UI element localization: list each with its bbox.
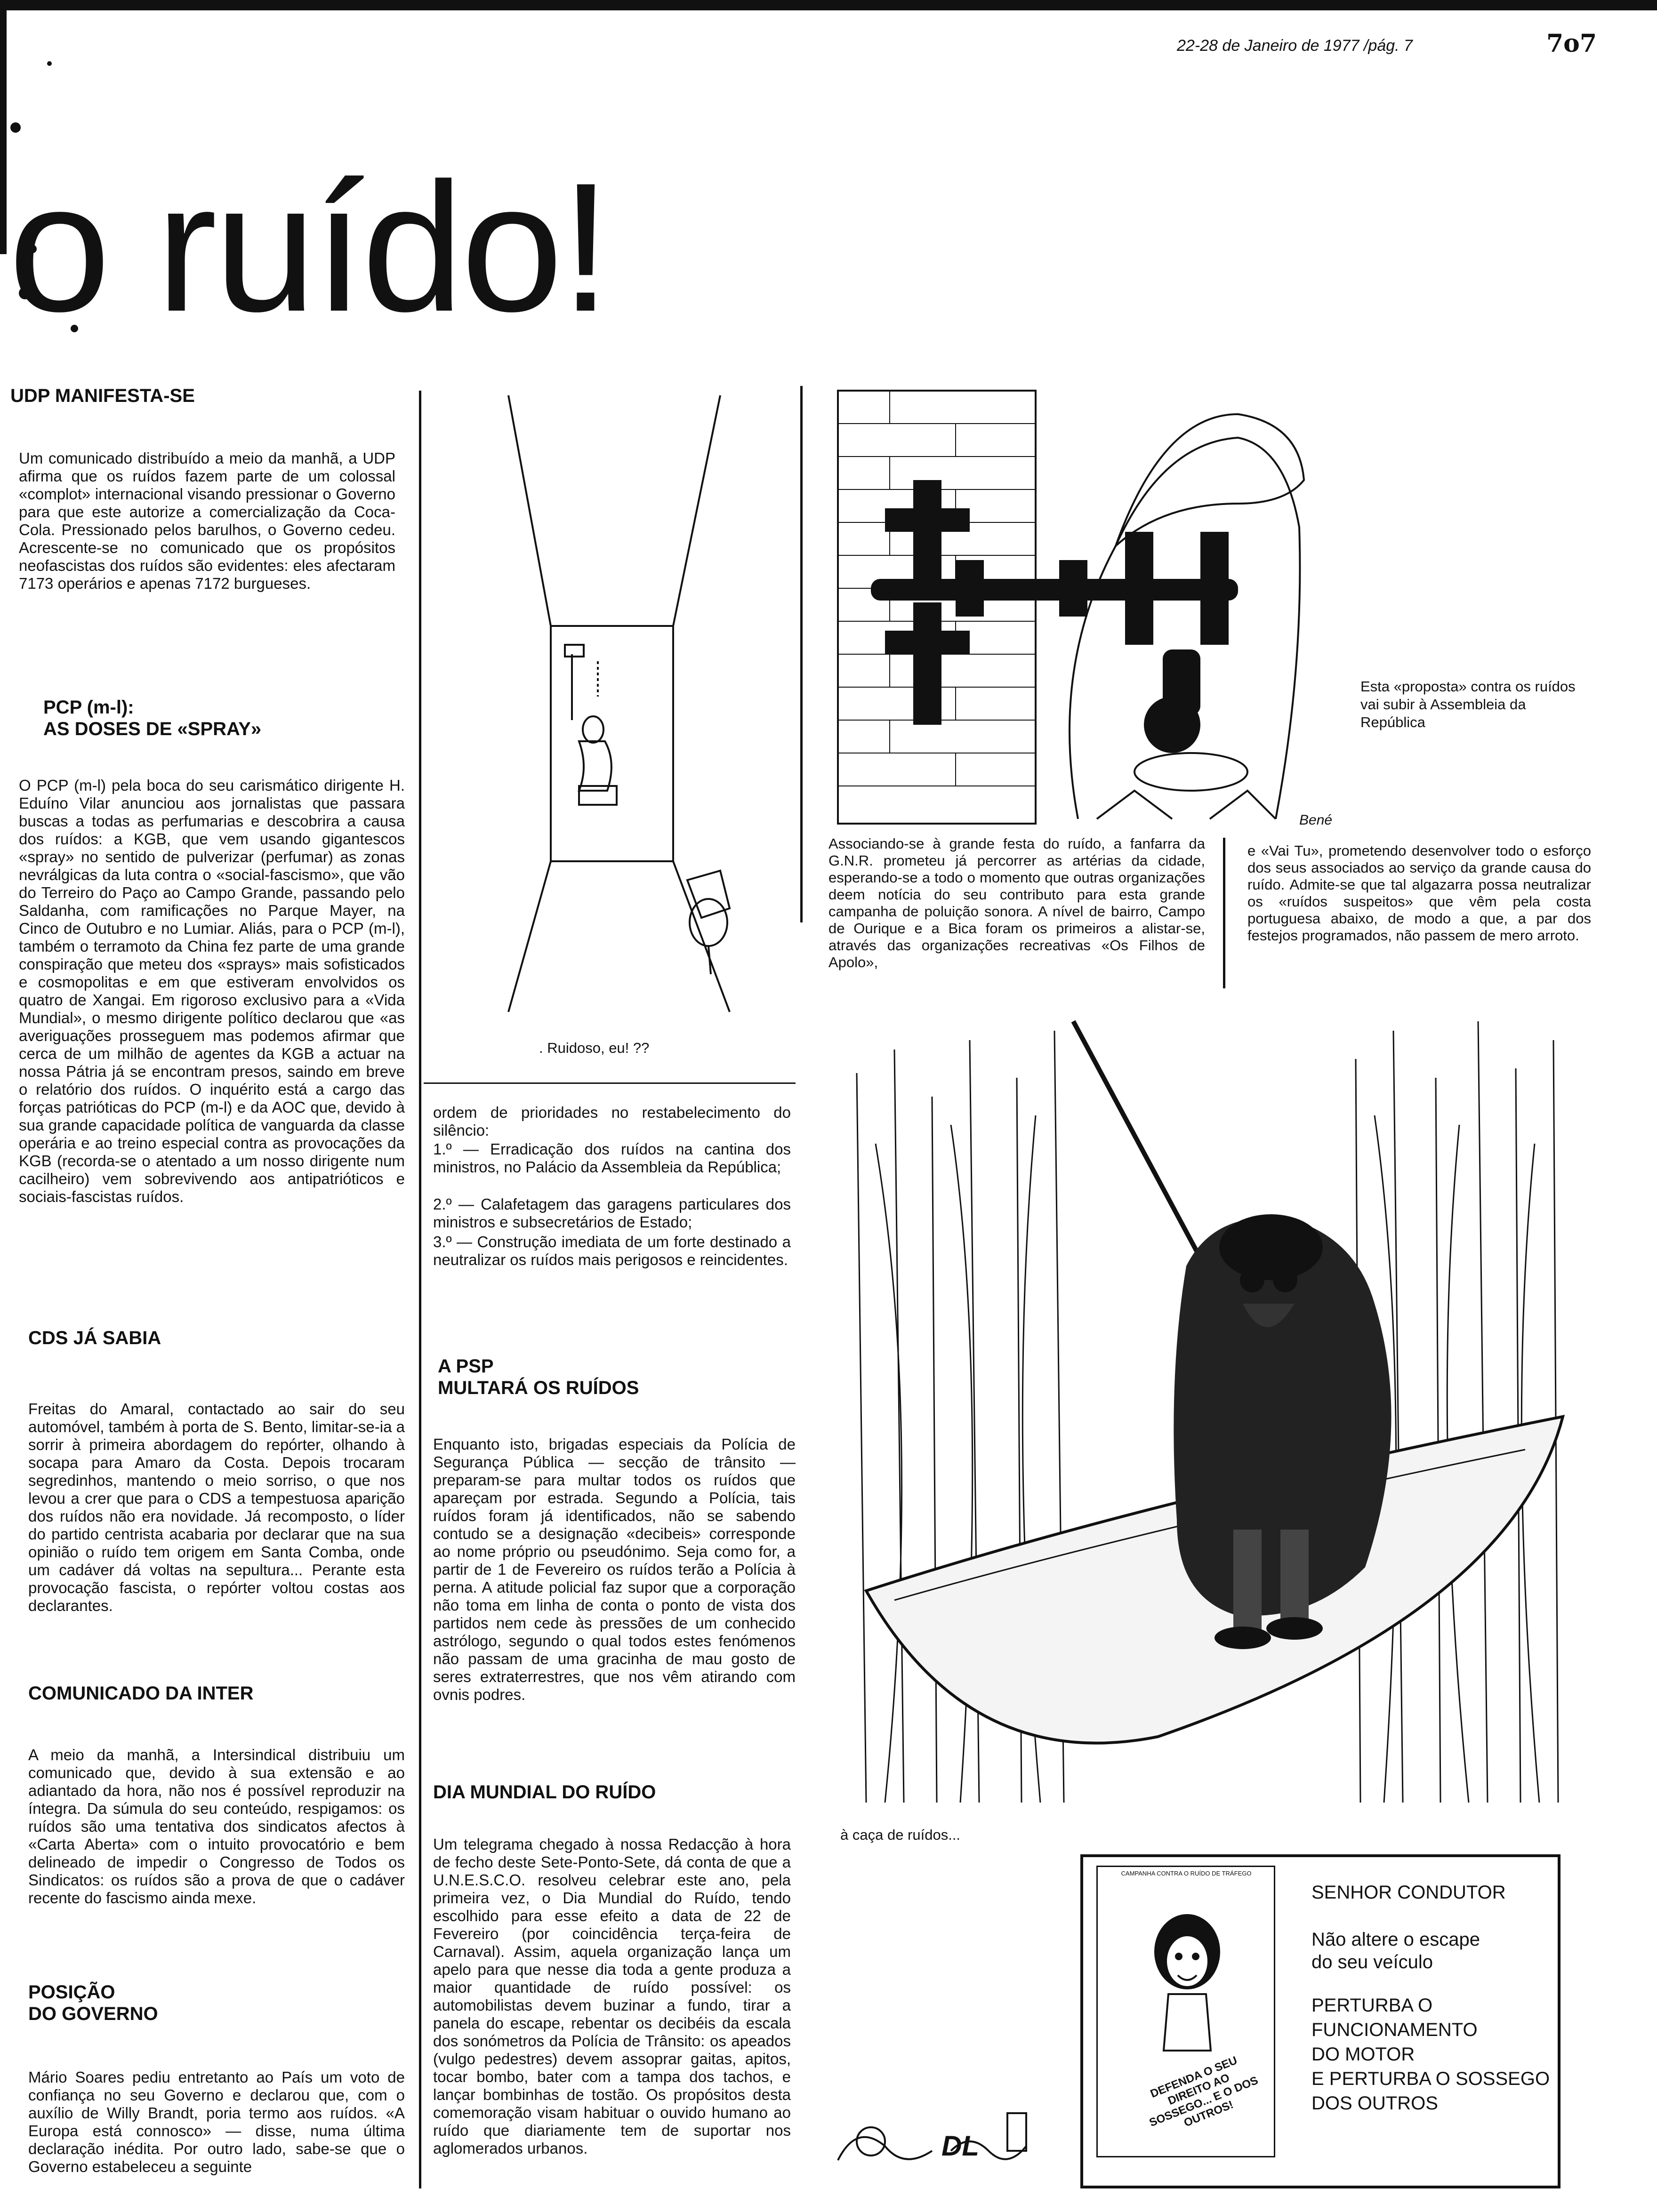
section-body-psp: Enquanto isto, brigadas especiais da Polícia de Segurança Pública — secção de trânsito — preparam-se para multar todos os ruídos que apareçam por estrada. Segundo a Polícia, tais ruídos foram já identificados, não se sabendo contudo se a designação «decibeis» corresponde ao nome próprio ou pseudónimo. Seja como for, a partir de 1 de Fevereiro os ruídos terão a Polícia à perna. A atitude policial faz supor que a corporação não toma em linha de conta o ponto de vista dos partidos nem cede às pressões de um conhecido astrólogo, segundo o qual todos estes fenómenos não passam de uma gracinha de mau gosto de seres extraterrestres, que nos vêm atirando com ovnis podres. — [433, 1435, 796, 1703]
ad-line-3b: FUNCIONAMENTO — [1311, 2020, 1478, 2040]
festa-column-1: Associando-se à grande festa do ruído, a fanfarra da G.N.R. prometeu já percorrer as artérias da cidade, esperando-se a todo o momento que outras organizações deem notícia do seu contributo para esta grande campanha de poluição sonora. A nível de bairro, Campo de Ourique e a Bica foram os primeiros a alistar-se, através das organizações recreativas «Os Filhos de Apolo», — [828, 835, 1205, 970]
section-body-udp: Um comunicado distribuído a meio da manhã, a UDP afirma que os ruídos fazem parte de um colossal «complot» internacional visando pressionar o Governo para que este autorize a comercialização da Coca-Cola. Pressionado pelos barulhos, o Governo cedeu. Acrescente-se no comunicado que os propósitos neofascistas dos ruídos são evidentes: eles afectaram 7173 operários e apenas 7172 burgueses. — [19, 449, 395, 592]
prioridades-item-2: 2.º — Calafetagem das garagens particulares dos ministros e subsecretários de Estado; — [433, 1195, 791, 1231]
caption-hunter: à caça de ruídos... — [840, 1827, 961, 1843]
dateline: 22-28 de Janeiro de 1977 /pág. 7 — [1177, 37, 1413, 55]
dl-signature: DL — [941, 2130, 979, 2162]
section-body-governo: Mário Soares pediu entretanto ao País um voto de confiança no seu Governo e declarou que, com o auxílio de Willy Brandt, poria termo aos ruídos. «A Europa está connosco» — disse, numa última declaração inédita. Por outro lado, sabe-se que o Governo estabeleceu a seguinte — [28, 2068, 405, 2175]
section-title-cds: CDS JÁ SABIA — [28, 1328, 161, 1348]
section-body-cds: Freitas do Amaral, contactado ao sair do seu automóvel, também à porta de S. Bento, limitar-se-ia a sorrir à primeira abordagem do repórter, olhando à socapa para Amaro da Costa. Depois trocaram segredinhos, mantendo o meio sorriso, o que nos levou a crer que para o CDS a tempestuosa aparição dos ruídos não era novidade. Já recomposto, o líder do partido centrista acabaria por declarar que na sua opinião o ruído tem origem em Santa Comba, onde um cadáver dá voltas na sepultura... Perante esta provocação fascista, o repórter voltou costas aos declarantes. — [28, 1400, 405, 1614]
section-body-dia-mundial: Um telegrama chegado à nossa Redacção à hora de fecho deste Sete-Ponto-Sete, dá conta de que a U.N.E.S.C.O. resolveu celebrar este ano, pela primeira vez, o Dia Mundial do Ruído, tendo escolhido para esse efeito a data de 22 de Fevereiro (por coincidência terça-feira de Carnaval). Assim, aquela organização lança um apelo para que nesse dia toda a gente produza a maior quantidade de ruído possível: os automobilistas devem buzinar a fundo, tirar a panela do escape, rebentar os decibéis da escala dos sonómetros da Polícia de Trânsito: os apeados (vulgo pedestres) devem assoprar gaitas, apitos, tocar bombo, bater com a tampa dos tachos, e lançar bombinhas de tostão. Os propósitos desta comemoração visam habituar o ouvido humano ao ruído que diariamente tem de suportar nos aglomerados urbanos. — [433, 1835, 791, 2157]
column-rule-1 — [419, 391, 421, 2188]
section-title-pcp-2: AS DOSES DE «SPRAY» — [43, 719, 262, 739]
section-title-inter: COMUNICADO DA INTER — [28, 1683, 254, 1704]
hunter-boat-illustration — [828, 1002, 1582, 1826]
ad-poster — [1096, 1866, 1275, 2157]
padlock-signature: Bené — [1299, 812, 1333, 828]
ad-line-3d: E PERTURBA O SOSSEGO — [1311, 2068, 1550, 2089]
section-title-psp-2: MULTARÁ OS RUÍDOS — [438, 1378, 639, 1398]
caption-padlock: Esta «proposta» contra os ruídos vai subir à Assembleia da República — [1360, 678, 1576, 730]
ink-speck — [10, 122, 21, 133]
section-title-dia-mundial: DIA MUNDIAL DO RUÍDO — [433, 1782, 656, 1803]
ad-line-2a: Não altere o escape — [1311, 1929, 1480, 1950]
ink-speck — [47, 61, 52, 66]
padlock-face-illustration — [833, 386, 1351, 828]
section-body-inter: A meio da manhã, a Intersindical distribuiu um comunicado que, devido à sua extensão e ao adiantado da hora, não nos é possível reproduzir na íntegra. Da súmula do seu conteúdo, respigamos: os ruídos são uma tentativa dos sindicatos afectos à «Carta Aberta» com o intuito provocatório e bem delineado de impedir o Congresso de Todos os Sindicatos: os ruídos são a prova de que o cadáver recente do fascismo ainda mexe. — [28, 1746, 405, 1907]
festa-column-2: e «Vai Tu», prometendo desenvolver todo o esforço dos seus associados ao serviço da grande causa do ruído. Admite-se que tal algazarra possa neutralizar os «ruídos suspeitos» que vêm pela costa portuguesa abaixo, de modo a que, a par dos festejos programados, não passem de mero arroto. — [1247, 842, 1591, 944]
ad-line-3c: DO MOTOR — [1311, 2044, 1415, 2065]
poster-face-icon — [1140, 1909, 1234, 2065]
prioridades-intro: ordem de prioridades no restabelecimento do silêncio: — [433, 1104, 791, 1139]
left-border — [0, 0, 7, 254]
ad-line-1: SENHOR CONDUTOR — [1311, 1882, 1506, 1903]
section-body-pcp: O PCP (m-l) pela boca do seu carismático dirigente H. Eduíno Vilar anunciou aos jornalistas que passara buscas a todas as perfumarias e descobrira a causa dos ruídos: a KGB, que vem usando gigantescos «spray» no sentido de pulverizar (perfumar) as zonas nevrálgicas da luta contra o «social-fascismo», que vão do Terreiro do Paço ao Campo Grande, passando pelo Saldanha, com ramificações no Parque Mayer, na Cinco de Outubro e no Lumiar. Aliás, para o PCP (m-l), também o terramoto da China fez parte de uma grande conspiração que meteu dos «sprays» mais sofisticados e cosmopolitas e em que estiveram envolvidos os quatro de Xangai. Em rigoroso exclusivo para a «Vida Mundial», o mesmo dirigente político declarou que «as averiguações prosseguem mas podemos afirmar que cerca de um milhão de agentes da KGB a actuar na nossa Pátria já se encontram presos, saindo em breve o relatório dos ruídos. O inquérito está a cargo das forças patrióticas do PCP (m-l) e da AOC que, devido à sua grande capacidade política de vanguarda da classe operária e ao treino especial contra as provocações da KGB (recorda-se o atentado a um nosso dirigente num cacilheiro) vem sobrevivendo aos antipatrióticos e sociais-fascistas ruídos. — [19, 777, 405, 1205]
section-title-udp: UDP MANIFESTA-SE — [10, 385, 195, 406]
caption-toilet: . Ruidoso, eu! ?? — [539, 1040, 650, 1056]
section-rule — [424, 1082, 796, 1084]
ad-line-3a: PERTURBA O — [1311, 1995, 1433, 2016]
toilet-corridor-illustration — [438, 391, 796, 1017]
top-border — [0, 0, 1657, 10]
ad-line-2b: do seu veículo — [1311, 1952, 1433, 1972]
page-headline: o ruído! — [8, 144, 609, 350]
section-title-governo-2: DO GOVERNO — [28, 2004, 158, 2024]
poster-header: CAMPANHA CONTRA O RUÍDO DE TRÁFEGO — [1121, 1870, 1252, 1877]
anti-noise-ad — [1080, 1854, 1560, 2188]
section-title-governo-1: POSIÇÃO — [28, 1982, 115, 2003]
section-title-psp-1: A PSP — [438, 1356, 494, 1377]
column-rule-3 — [1223, 838, 1225, 988]
publication-logo: 7o7 — [1546, 29, 1597, 58]
column-rule-2 — [800, 386, 803, 922]
poster-slogan: DEFENDA O SEU DIREITO AO SOSSEGO... E O DOS OUTROS! — [1147, 2054, 1260, 2130]
dl-signature-cartoon — [828, 2094, 1064, 2188]
prioridades-item-3: 3.º — Construção imediata de um forte destinado a neutralizar os ruídos mais perigosos e reincidentes. — [433, 1233, 791, 1268]
section-title-pcp-1: PCP (m-l): — [43, 697, 134, 718]
ad-line-3e: DOS OUTROS — [1311, 2093, 1438, 2114]
prioridades-item-1: 1.º — Erradicação dos ruídos na cantina dos ministros, no Palácio da Assembleia da República; — [433, 1140, 791, 1176]
